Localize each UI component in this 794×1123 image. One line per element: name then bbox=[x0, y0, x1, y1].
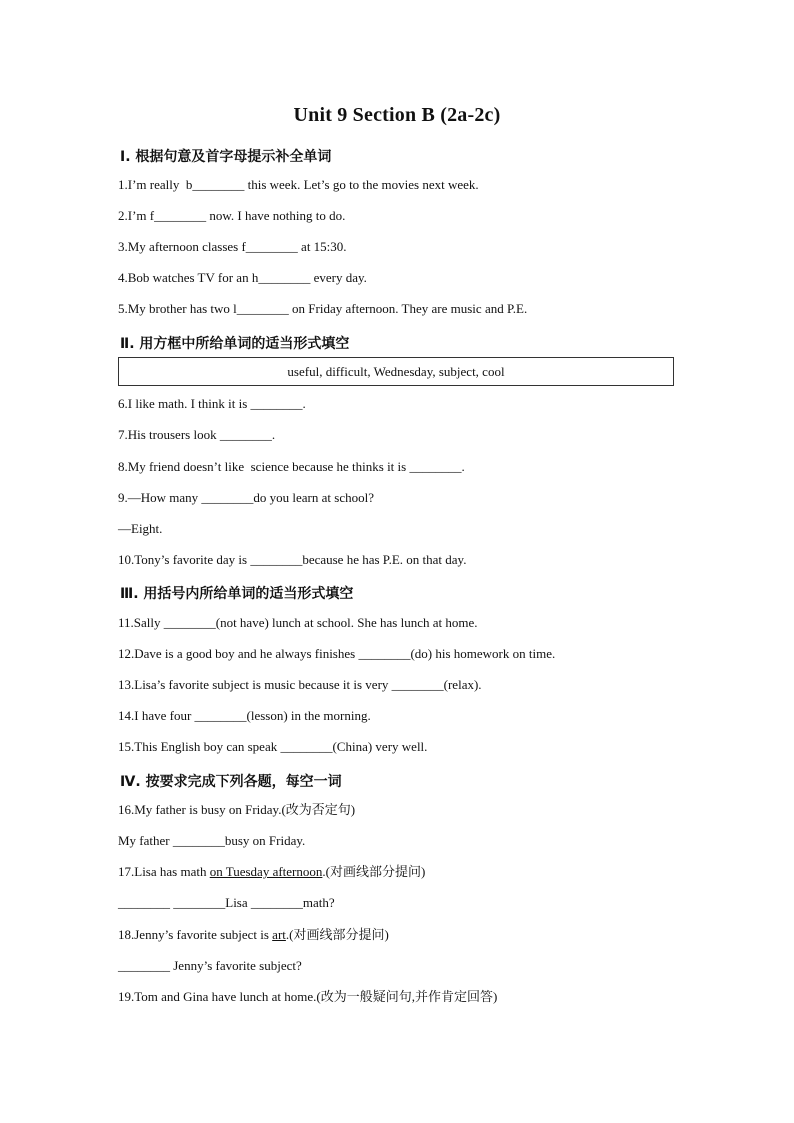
question-17-start: 17.Lisa has math bbox=[118, 864, 210, 879]
section-heading-3: Ⅲ. 用括号内所给单词的适当形式填空 bbox=[120, 586, 354, 602]
question-6: 6.I like math. I think it is ________. bbox=[118, 396, 306, 411]
question-17 bbox=[118, 864, 425, 880]
question-14: 14.I have four ________(lesson) in the morning. bbox=[118, 708, 371, 723]
question-9-answer: —Eight. bbox=[118, 521, 163, 536]
word-box-text: useful, difficult, Wednesday, subject, cool bbox=[287, 363, 505, 379]
question-5: 5.My brother has two l________ on Friday afternoon. They are music and P.E. bbox=[118, 301, 528, 316]
question-16: 16.My father is busy on Friday.(改为否定句) bbox=[118, 802, 356, 817]
question-18-underlined: art bbox=[272, 927, 286, 942]
question-7: 7.His trousers look ________. bbox=[118, 427, 276, 442]
question-9: 9.—How many ________do you learn at school? bbox=[118, 490, 374, 505]
question-2: 2.I’m f________ now. I have nothing to do. bbox=[118, 208, 346, 223]
question-13: 13.Lisa’s favorite subject is music because it is very ________(relax). bbox=[118, 677, 482, 692]
question-18-end: .(对画线部分提问) bbox=[285, 927, 389, 942]
question-10: 10.Tony’s favorite day is ________because he has P.E. on that day. bbox=[118, 552, 467, 567]
question-19: 19.Tom and Gina have lunch at home.(改为一般疑问句,并作肯定回答) bbox=[118, 989, 498, 1004]
question-17-end: .(对画线部分提问) bbox=[322, 864, 426, 879]
question-18 bbox=[118, 927, 389, 943]
question-8: 8.My friend doesn’t like science because he thinks it is ________. bbox=[118, 459, 465, 474]
question-17-underlined: on Tuesday afternoon bbox=[209, 864, 323, 879]
question-18-start: 18.Jenny’s favorite subject is bbox=[118, 927, 273, 942]
question-12: 12.Dave is a good boy and he always finishes ________(do) his homework on time. bbox=[118, 646, 556, 661]
word-box bbox=[118, 357, 674, 386]
section-heading-1: Ⅰ. 根据句意及首字母提示补全单词 bbox=[120, 149, 332, 165]
question-3: 3.My afternoon classes f________ at 15:30. bbox=[118, 239, 347, 254]
section-heading-2: Ⅱ. 用方框中所给单词的适当形式填空 bbox=[120, 336, 350, 352]
section-heading-4: Ⅳ. 按要求完成下列各题，每空一词 bbox=[120, 774, 342, 790]
question-17-answer: ________ ________Lisa ________math? bbox=[118, 895, 335, 910]
question-18-answer: ________ Jenny’s favorite subject? bbox=[118, 958, 302, 973]
question-16-answer: My father ________busy on Friday. bbox=[118, 833, 306, 848]
question-15: 15.This English boy can speak ________(China) very well. bbox=[118, 739, 428, 754]
question-4: 4.Bob watches TV for an h________ every day. bbox=[118, 270, 367, 285]
question-11: 11.Sally ________(not have) lunch at school. She has lunch at home. bbox=[118, 615, 478, 630]
page-title: Unit 9 Section B (2a-2c) bbox=[293, 104, 501, 126]
question-1: 1.I’m really b________ this week. Let’s go to the movies next week. bbox=[118, 177, 479, 192]
